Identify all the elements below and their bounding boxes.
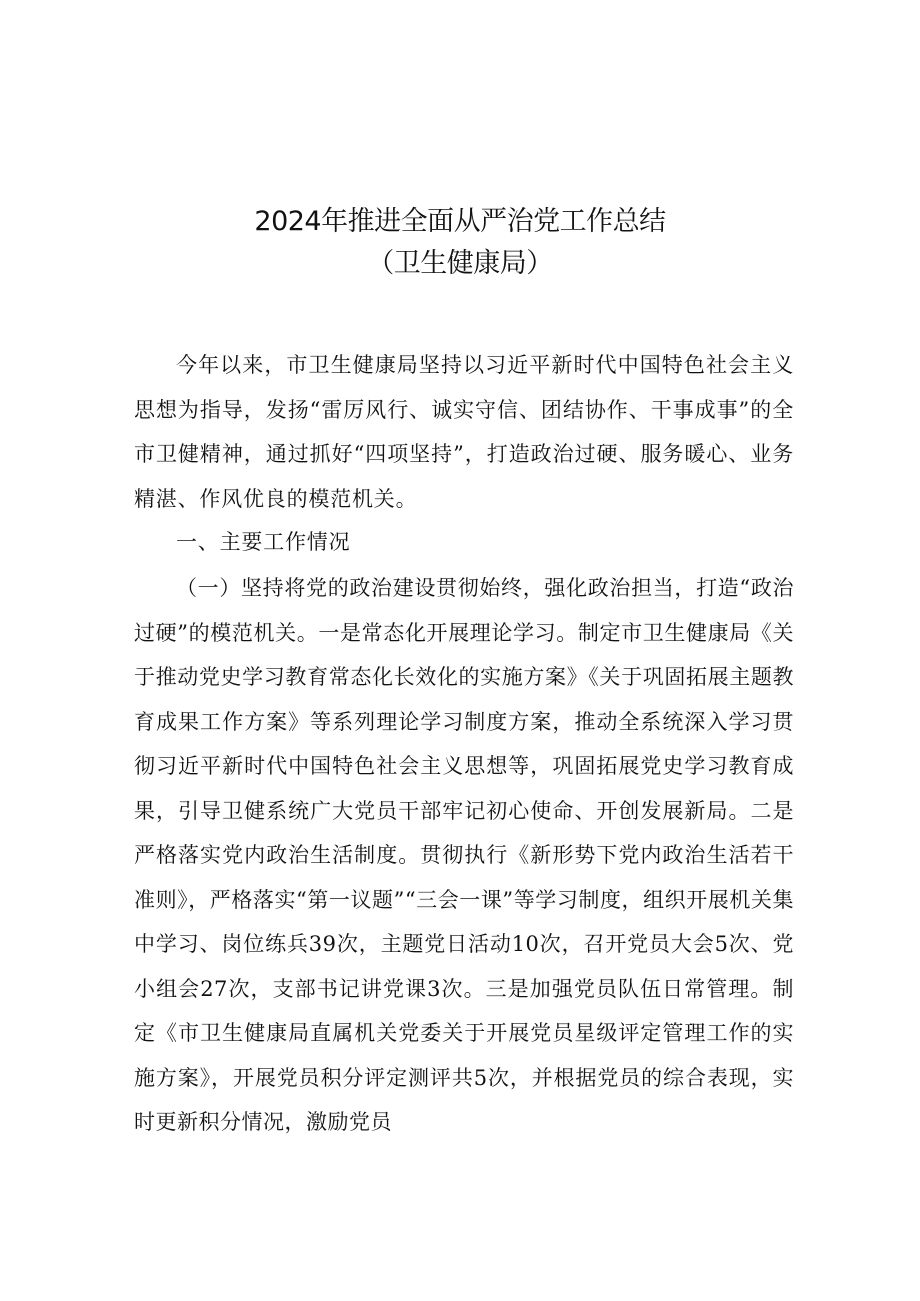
document-subtitle: （卫生健康局） [367,248,553,279]
intro-paragraph: 今年以来，市卫生健康局坚持以习近平新时代中国特色社会主义思想为指导，发扬“雷厉风行、诚实守信、团结协作、干事成事”的全市卫健精神，通过抓好“四项坚持”，打造政治过硬、服务暖心、业务精湛、作风优良的模范机关。 [134,353,794,511]
document-title: 2024年推进全面从严治党工作总结 [254,206,666,237]
body-paragraph: （一）坚持将党的政治建设贯彻始终，强化政治担当，打造“政治过硬”的模范机关。一是常态化开展理论学习。制定市卫生健康局《关于推动党史学习教育常态化长效化的实施方案》《关于巩固拓展主题教育成果工作方案》等系列理论学习制度方案，推动全系统深入学习贯彻习近平新时代中国特色社会主义思想等，巩固拓展党史学习教育成果，引导卫健系统广大党员干部牢记初心使命、开创发展新局。二是严格落实党内政治生活制度。贯彻执行《新形势下党内政治生活若干准则》，严格落实“第一议题”“三会一课”等学习制度，组织开展机关集中学习、岗位练兵39次，主题党日活动10次，召开党员大会5次、党小组会27次，支部书记讲党课3次。三是加强党员队伍日常管理。制定《市卫生健康局直属机关党委关于开展党员星级评定管理工作的实施方案》，开展党员积分评定测评共5次，并根据党员的综合表现，实时更新积分情况，激励党员 [134,576,794,1134]
section-heading: 一、主要工作情况 [176,530,351,554]
